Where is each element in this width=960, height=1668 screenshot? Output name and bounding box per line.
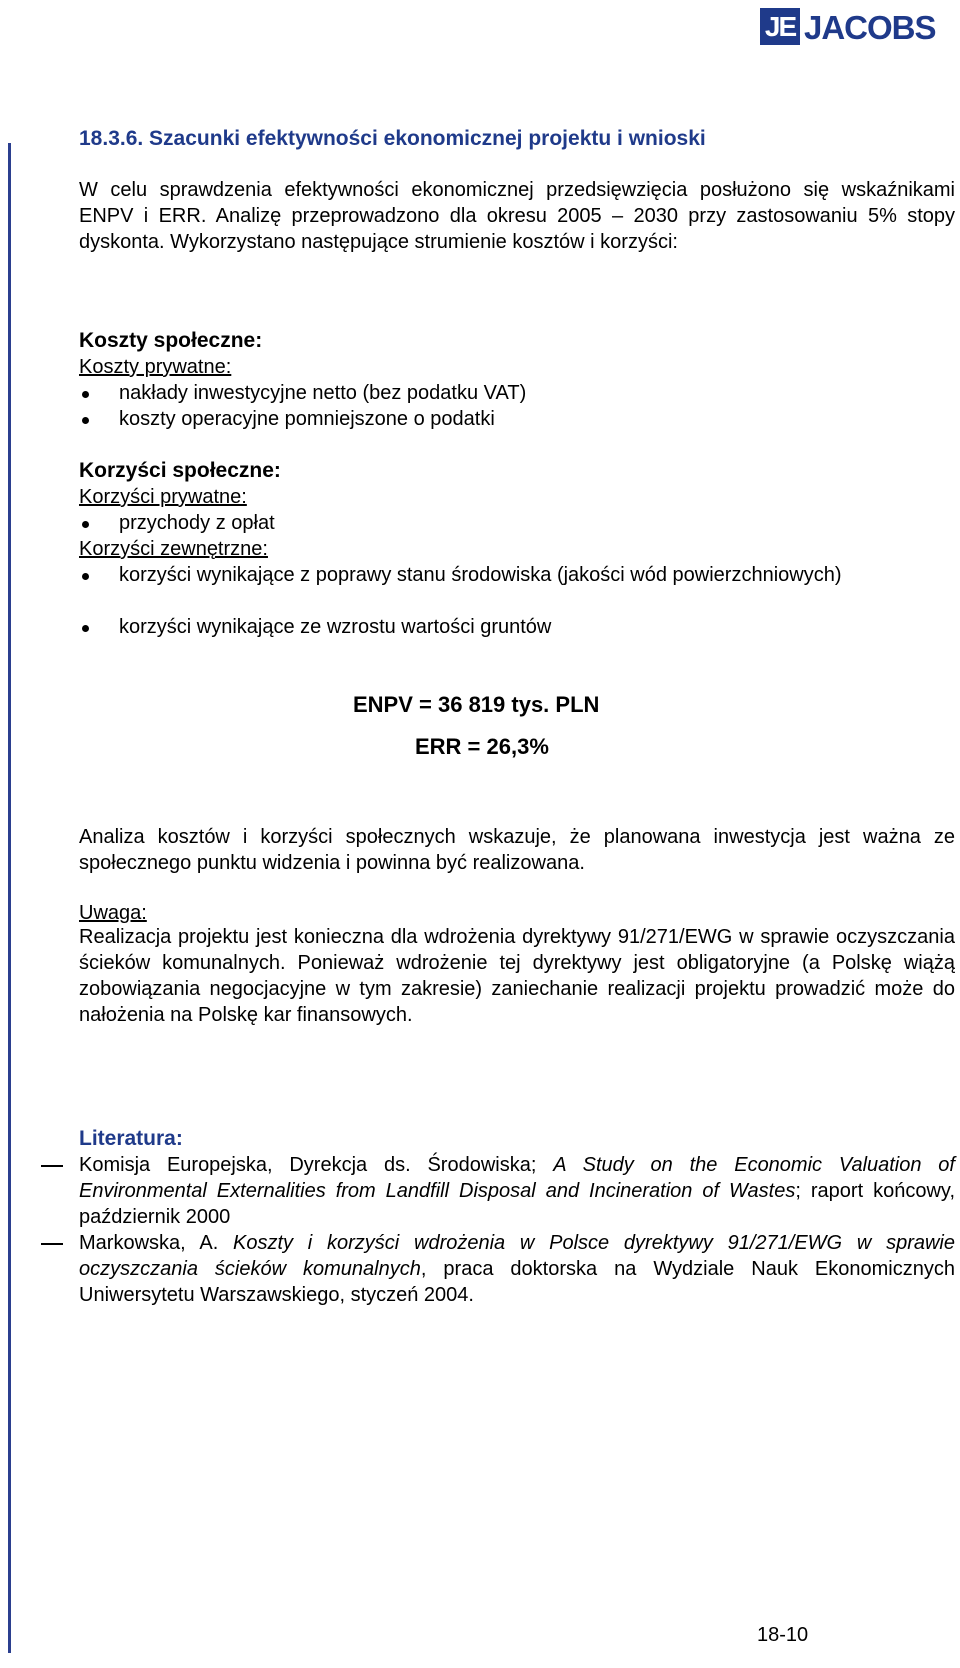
bullet-icon bbox=[82, 391, 89, 398]
dash-icon bbox=[41, 1165, 63, 1167]
jacobs-logo bbox=[760, 8, 942, 46]
bullet-icon bbox=[82, 625, 89, 632]
benefits-heading: Korzyści społeczne: bbox=[79, 459, 281, 482]
costs-heading: Koszty społeczne: bbox=[79, 329, 263, 352]
external-benefits-heading: Korzyści zewnętrzne: bbox=[79, 538, 268, 560]
section-title: 18.3.6. Szacunki efektywności ekonomicznej projektu i wnioski bbox=[79, 127, 706, 150]
err-result: ERR = 26,3% bbox=[415, 734, 549, 759]
intro-paragraph: W celu sprawdzenia efektywności ekonomicznej przedsięwzięcia posłużono się wskaźnikami ENPV i ERR. Analizę przeprowadzono dla okresu 2005 – 2030 przy zastosowaniu 5% stopy dyskonta. Wykorzystano następujące strumienie kosztów i korzyści: bbox=[79, 179, 955, 253]
dash-icon bbox=[41, 1243, 63, 1245]
reference-item: Markowska, A. Koszty i korzyści wdrożenia w Polsce dyrektywy 91/271/EWG w sprawie oczyszczania ścieków komunalnych, praca doktorska na Wydziale Nauk Ekonomicznych Uniwersytetu Warszawskiego, styczeń 2004. bbox=[79, 1230, 955, 1308]
bullet-icon bbox=[82, 417, 89, 424]
enpv-result: ENPV = 36 819 tys. PLN bbox=[353, 692, 600, 717]
note-paragraph: Realizacja projektu jest konieczna dla wdrożenia dyrektywy 91/271/EWG w sprawie oczyszczania ścieków komunalnych. Ponieważ wdrożenie tej dyrektywy jest obligatoryjne (a Polskę wiążą zobowiązania negocjacyjne w tym zakresie) zaniechanie realizacji projektu prowadzić może do nałożenia na Polskę kar finansowych. bbox=[79, 926, 955, 1026]
logo-mark: JE bbox=[760, 8, 800, 45]
private-benefits-heading: Korzyści prywatne: bbox=[79, 486, 247, 508]
private-costs-heading: Koszty prywatne: bbox=[79, 356, 232, 378]
reference-item: Komisja Europejska, Dyrekcja ds. Środowiska; A Study on the Economic Valuation of Environmental Externalities from Landfill Disposal and Incineration of Wastes; raport końcowy, październik 2000 bbox=[79, 1152, 955, 1230]
conclusion-paragraph: Analiza kosztów i korzyści społecznych wskazuje, że planowana inwestycja jest ważna ze społecznego punktu widzenia i powinna być realizowana. bbox=[79, 826, 955, 874]
bullet-icon bbox=[82, 521, 89, 528]
literature-title: Literatura: bbox=[79, 1127, 183, 1150]
logo-text: JACOBS bbox=[804, 9, 936, 46]
note-label: Uwaga: bbox=[79, 902, 147, 924]
page-number: 18-10 bbox=[757, 1624, 809, 1646]
margin-bar bbox=[8, 143, 11, 1653]
